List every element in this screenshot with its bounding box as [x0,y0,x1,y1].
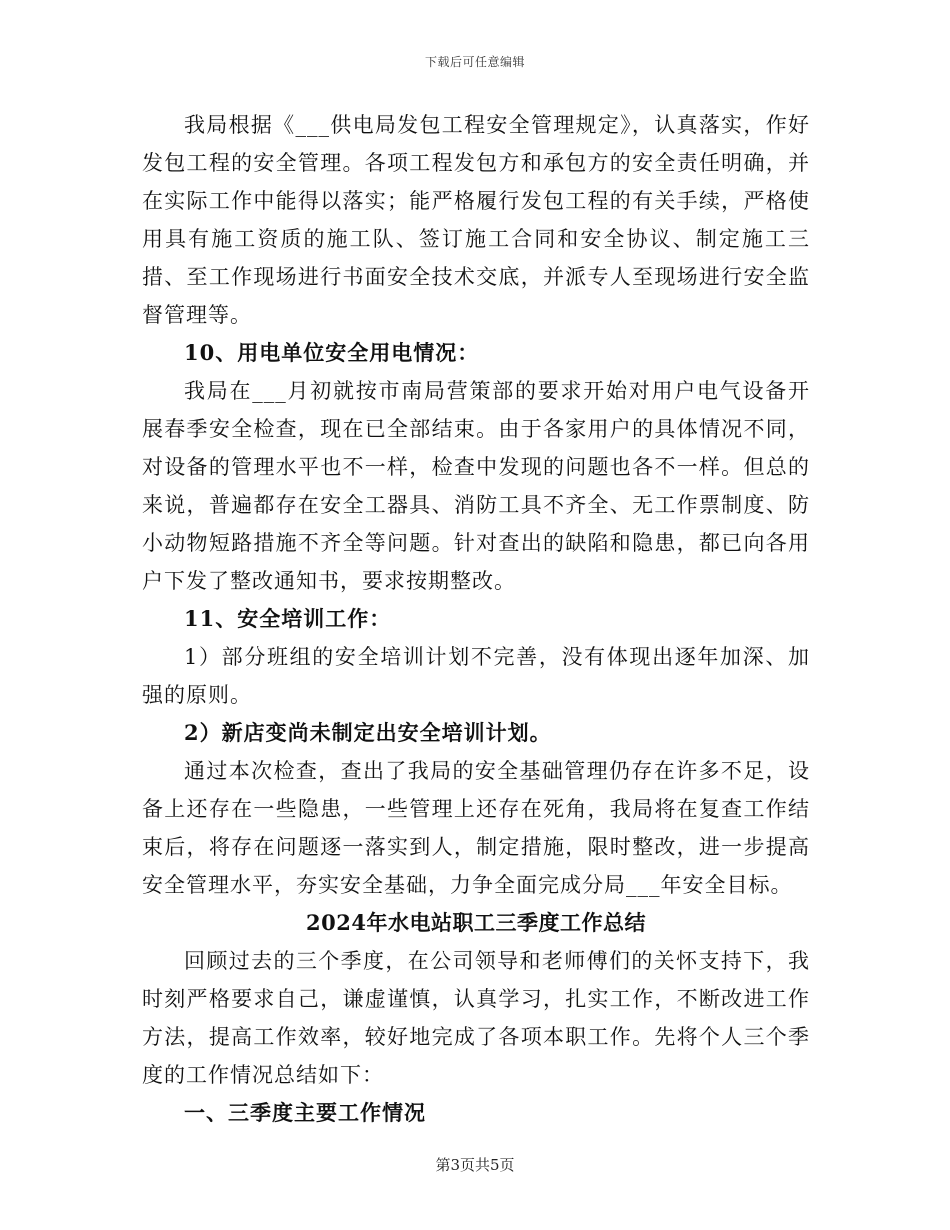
heading-section-10: 10、用电单位安全用电情况： [184,340,480,365]
page-header: 下载后可任意编辑 [424,55,525,69]
paragraph-review: 回顾过去的三个季度，在公司领导和老师傅们的关怀支持下，我时刻严格要求自己，谦虚谨慎，认真学习，扎实工作，不断改进工作方法，提高工作效率，较好地完成了各项本职工作。先将个人三个季度的工作情况总结如下： [142,949,810,1087]
paragraph-conclusion: 通过本次检查，查出了我局的安全基础管理仍存在许多不足，设备上还存在一些隐患，一些管理上还存在死角，我局将在复查工作结束后，将存在问题逐一落实到人，制定措施，限时整改，进一步提高安全管理水平，夯实安全基础，力争全面完成分局___年安全目标。 [142,759,810,897]
paragraph-user-electricity: 我局在___月初就按市南局营策部的要求开始对用户电气设备开展春季安全检查，现在已全部结束。由于各家用户的具体情况不同，对设备的管理水平也不一样，检查中发现的问题也各不一样。但总的来说，普遍都存在安全工器具、消防工具不齐全、无工作票制度、防小动物短路措施不齐全等问题。针对查出的缺陷和隐患，都已向各用户下发了整改通知书，要求按期整改。 [142,379,810,593]
paragraph-contract-safety: 我局根据《___供电局发包工程安全管理规定》，认真落实，作好发包工程的安全管理。各项工程发包方和承包方的安全责任明确，并在实际工作中能得以落实；能严格履行发包工程的有关手续，严格使用具有施工资质的施工队、签订施工合同和安全协议、制定施工三措、至工作现场进行书面安全技术交底，并派专人至现场进行安全监督管理等。 [142,113,810,327]
document-body [142,106,810,1132]
page-footer: 第3页共5页 [435,1156,515,1174]
training-item-2: 2）新店变尚未制定出安全培训计划。 [184,720,552,745]
heading-main-work: 一、三季度主要工作情况 [184,1100,426,1125]
document-title: 2024年水电站职工三季度工作总结 [306,910,646,935]
training-item-1: 1）部分班组的安全培训计划不完善，没有体现出逐年加深、加强的原则。 [142,645,810,707]
heading-section-11: 11、安全培训工作： [184,606,392,631]
